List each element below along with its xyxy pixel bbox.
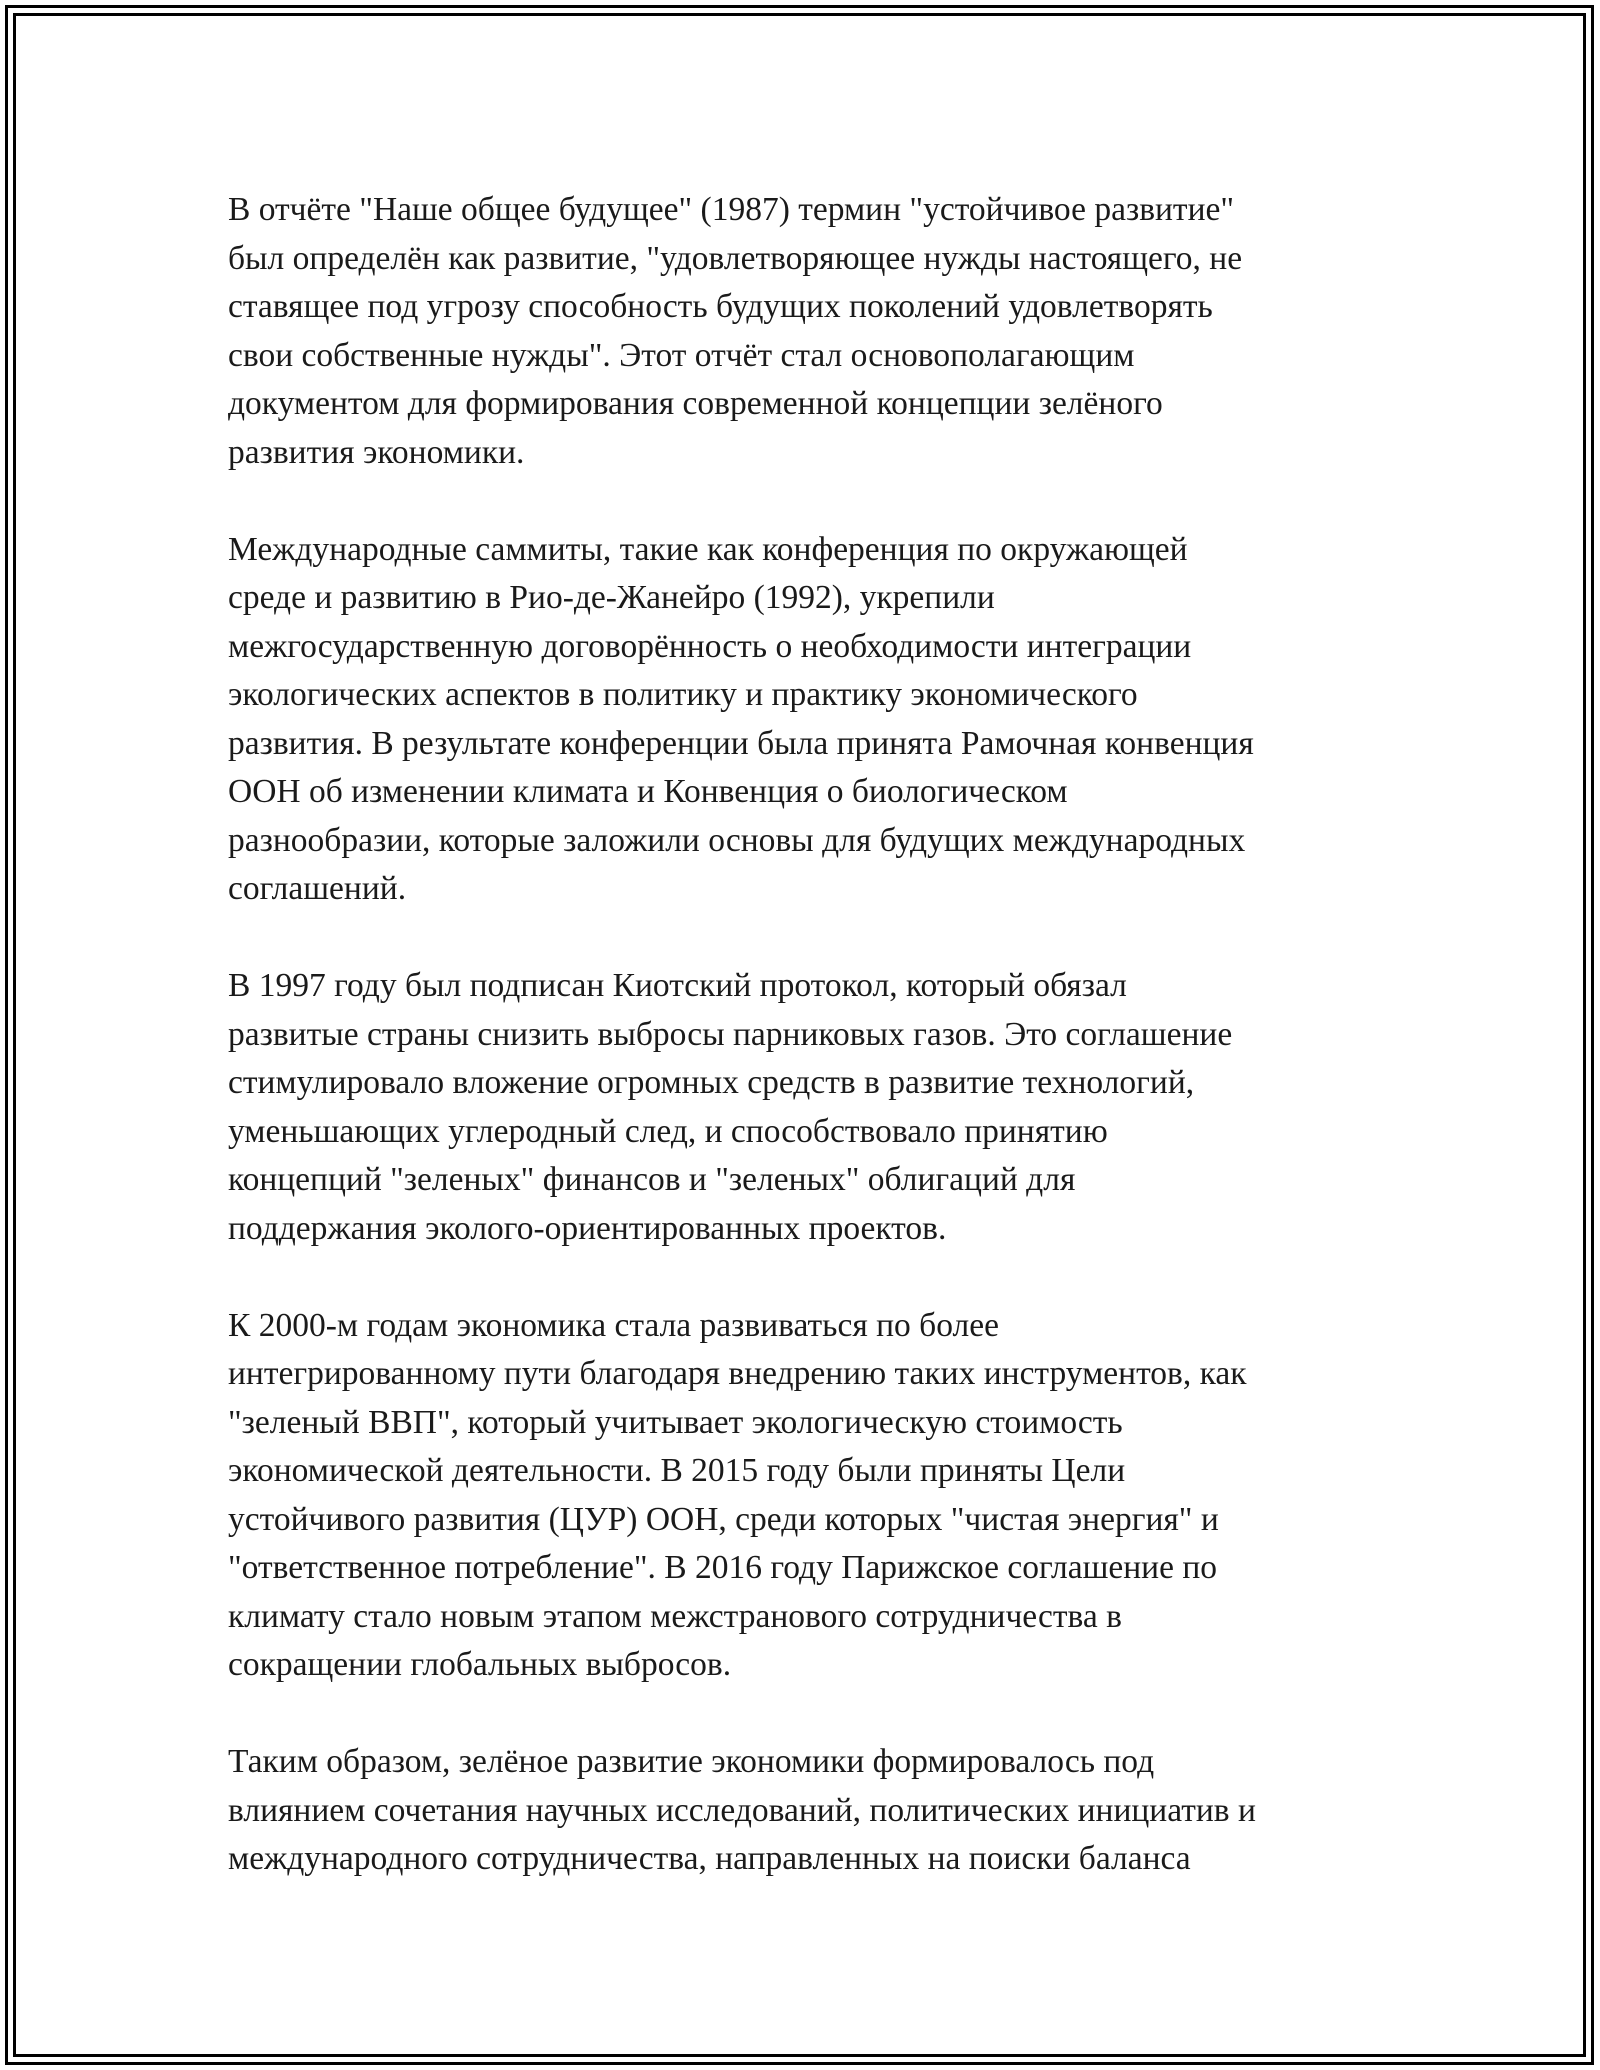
- paragraph-2: Международные саммиты, такие как конференция по окружающей среде и развитию в Рио-де-Жанейро (1992), укрепили межгосударственную договорённость о необходимости интеграции экологических аспектов в политику и практику экономического развития. В результате конференции была принята Рамочная конвенция ООН об изменении климата и Конвенция о биологическом разнообразии, которые заложили основы для будущих международных соглашений.: [228, 530, 1254, 907]
- paragraph-3: В 1997 году был подписан Киотский протокол, который обязал развитые страны снизить выбросы парниковых газов. Это соглашение стимулировало вложение огромных средств в развитие технологий, уменьшающих углеродный след, и способствовало принятию концепций "зеленых" финансов и "зеленых" облигаций для поддержания эколого-ориентированных проектов.: [228, 967, 1233, 1247]
- paragraph-1: В отчёте "Наше общее будущее" (1987) термин "устойчивое развитие" был определён как развитие, "удовлетворяющее нужды настоящего, не ставящее под угрозу способность будущих поколений удовлетворять свои собственные нужды". Этот отчёт стал основополагающим документом для формирования современной концепции зелёного развития экономики.: [228, 191, 1243, 471]
- paragraph-5: Таким образом, зелёное развитие экономики формировалось под влиянием сочетания научных исследований, политических инициатив и международного сотрудничества, направленных на поиски баланса: [228, 1743, 1256, 1877]
- document-body: [228, 186, 1378, 1932]
- paragraph-4: К 2000-м годам экономика стала развиваться по более интегрированному пути благодаря внедрению таких инструментов, как "зеленый ВВП", который учитывает экологическую стоимость экономической деятельности. В 2015 году были приняты Цели устойчивого развития (ЦУР) ООН, среди которых "чистая энергия" и "ответственное потребление". В 2016 году Парижское соглашение по климату стало новым этапом межстранового сотрудничества в сокращении глобальных выбросов.: [228, 1306, 1247, 1683]
